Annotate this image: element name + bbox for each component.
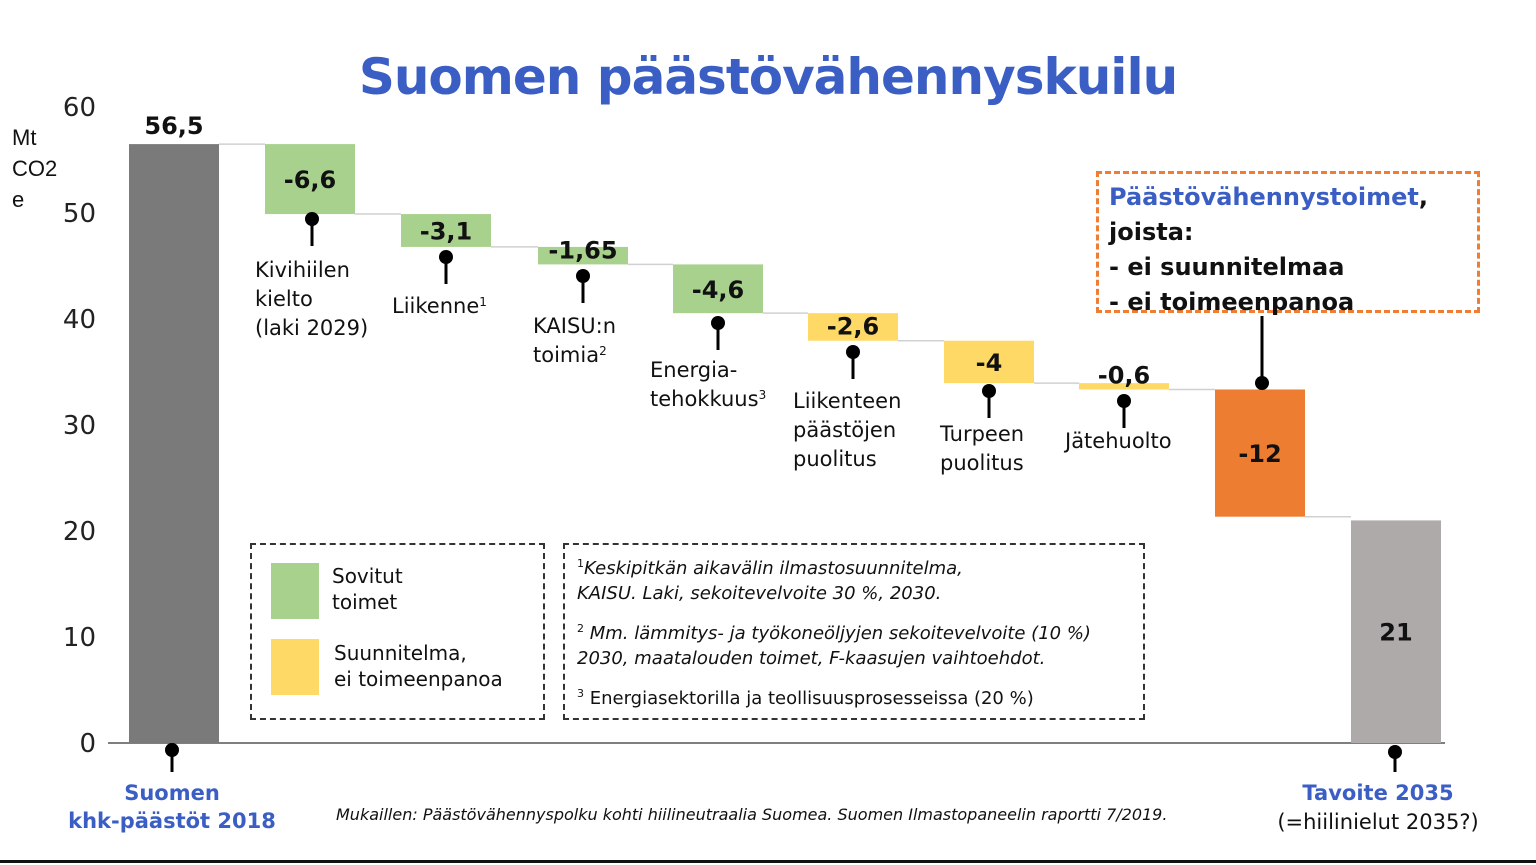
category-label: tehokkuus$^3$	[650, 387, 767, 411]
legend-label-line: toimet	[332, 590, 398, 614]
footnotes-box	[563, 543, 1145, 720]
pin-dot	[711, 316, 725, 330]
footnote-3	[577, 681, 1131, 711]
data-label: -2,6	[826, 312, 880, 341]
legend	[250, 543, 545, 720]
legend-swatch-planned	[271, 639, 319, 695]
pin-dot	[1117, 394, 1131, 408]
footnote-2	[577, 616, 1131, 671]
legend-label-planned	[334, 640, 503, 692]
data-label: -1,65	[548, 236, 618, 265]
category-label: Jätehuolto	[1065, 429, 1172, 453]
legend-label-line: Sovitut	[332, 564, 403, 588]
category-label: (=hiilinielut 2035?)	[1277, 810, 1479, 834]
y-tick-label: 40	[62, 305, 96, 335]
legend-label-agreed	[332, 563, 403, 615]
callout-pin-dot	[1255, 376, 1269, 390]
category-label: Turpeen	[940, 422, 1025, 446]
footnote-1	[577, 551, 1131, 606]
bar-total	[129, 144, 219, 743]
y-tick-label: 30	[62, 411, 96, 441]
pin-dot	[165, 743, 179, 757]
category-label: päästöjen	[793, 418, 897, 442]
pin-dot	[576, 269, 590, 283]
y-tick-label: 50	[62, 199, 96, 229]
category-label: KAISU:n	[533, 314, 617, 338]
category-label: (laki 2029)	[255, 316, 369, 340]
footnote-marker: 3	[577, 687, 584, 700]
pin-dot	[439, 250, 453, 264]
category-label: kielto	[255, 287, 313, 311]
data-label: -0,6	[1097, 361, 1151, 390]
pin-dot	[982, 384, 996, 398]
data-label: -3,1	[419, 217, 473, 246]
category-label: Suomen	[124, 781, 220, 805]
category-label: Liikenne$^1$	[392, 294, 487, 318]
y-tick-label: 10	[62, 623, 96, 653]
category-label: puolitus	[793, 447, 877, 471]
callout-line: joista:	[1109, 218, 1194, 246]
data-label: 21	[1379, 618, 1413, 647]
y-axis-label-line: CO2	[12, 156, 58, 181]
category-label: Liikenteen	[793, 389, 902, 413]
legend-label-line: Suunnitelma,	[334, 641, 467, 665]
footnote-text: Mm. lämmitys- ja työkoneöljyjen sekoitevelvoite (10 %)	[589, 623, 1091, 644]
y-axis-label-line: e	[12, 187, 25, 212]
footnote-text: KAISU. Laki, sekoitevelvoite 30 %, 2030.	[577, 583, 942, 604]
chart-title: Suomen päästövähennyskuilu	[358, 48, 1178, 106]
callout-heading-comma: ,	[1418, 183, 1428, 211]
y-tick-label: 60	[62, 93, 96, 123]
category-sup: 2	[599, 344, 607, 358]
callout-heading: Päästövähennystoimet	[1109, 183, 1419, 211]
data-label: -4,6	[691, 275, 745, 304]
data-label: -12	[1238, 440, 1282, 469]
footnote-text: Keskipitkän aikavälin ilmastosuunnitelma,	[584, 558, 963, 579]
source-note: Mukaillen: Päästövähennyspolku kohti hiilineutraalia Suomea. Suomen Ilmastopaneelin raportti 7/2019.	[336, 805, 1168, 824]
footnote-marker: 2	[577, 622, 584, 635]
category-label: khk-päästöt 2018	[68, 809, 276, 833]
y-tick-label: 0	[79, 729, 96, 759]
y-axis-label-line: Mt	[12, 125, 37, 150]
legend-label-line: ei toimeenpanoa	[334, 667, 503, 691]
data-label: 56,5	[144, 112, 204, 141]
data-label: -4	[975, 348, 1003, 377]
footnote-marker: 1	[577, 557, 584, 570]
category-label: puolitus	[940, 451, 1024, 475]
legend-swatch-agreed	[271, 563, 319, 619]
footnote-text: Energiasektorilla ja teollisuusprosesseissa (20 %)	[589, 688, 1034, 709]
pin-dot	[1388, 745, 1402, 759]
y-tick-label: 20	[62, 517, 96, 547]
bottom-rule	[0, 860, 1536, 863]
callout-line: - ei suunnitelmaa	[1109, 253, 1345, 281]
category-label: Kivihiilen	[255, 258, 350, 282]
data-label: -6,6	[283, 166, 337, 195]
callout-box	[1096, 171, 1480, 316]
category-sup: 1	[479, 295, 487, 309]
category-label: Energia-	[650, 358, 738, 382]
category-label: Tavoite 2035	[1302, 781, 1454, 805]
category-label: toimia$^2$	[533, 343, 607, 367]
pin-dot	[305, 212, 319, 226]
pin-dot	[846, 345, 860, 359]
footnote-text: 2030, maatalouden toimet, F-kaasujen vaihtoehdot.	[577, 648, 1046, 669]
category-sup: 3	[758, 388, 767, 402]
callout-line: - ei toimeenpanoa	[1109, 288, 1355, 316]
